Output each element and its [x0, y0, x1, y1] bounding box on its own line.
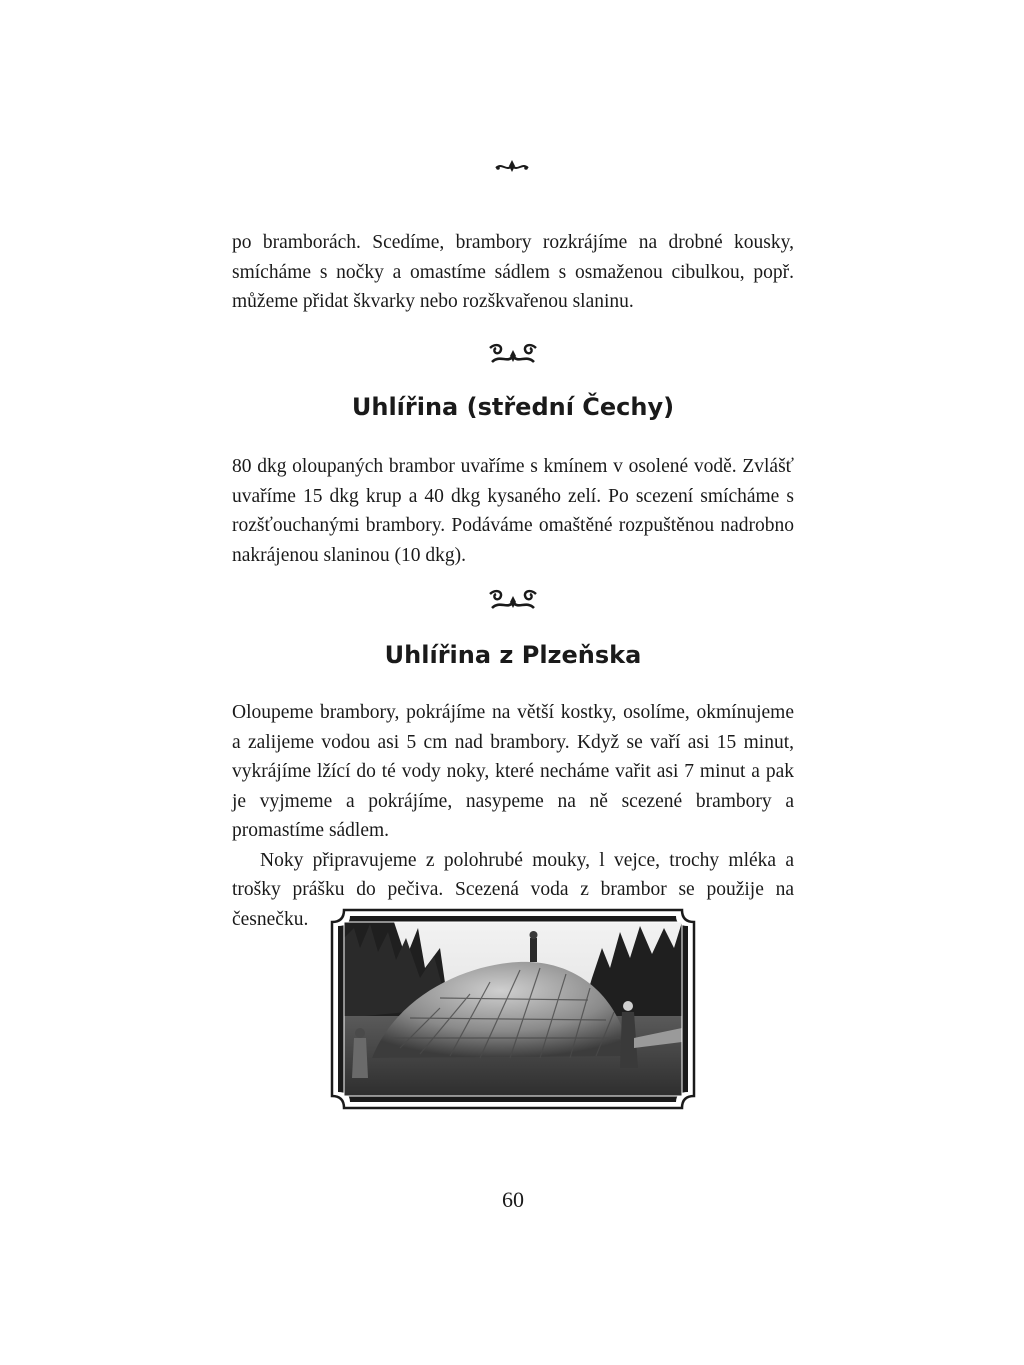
intro-paragraph: po bramborách. Scedíme, brambory rozkrájíme na drobné kousky, smícháme s nočky a omastíme sádlem s osmaženou cibulkou, popř. můžeme přidat škvarky nebo rozškvařenou slaninu. — [232, 232, 794, 312]
recipe-title-1: Uhlířina (střední Čechy) — [351, 393, 675, 421]
fleuron-icon — [486, 340, 540, 368]
fleuron-icon — [486, 586, 540, 614]
recipe-body-2b: Noky připravujeme z polohrubé mouky, l vejce, trochy mléka a trošky prášku do pečiva. Scezená voda z brambor se použije na česnečku. — [232, 849, 794, 930]
recipe-title-2: Uhlířina z Plzeňska — [384, 641, 642, 669]
recipe-body-2a: Oloupeme brambory, pokrájíme na větší kostky, osolíme, okmínujeme a zalijeme vodou asi 5 cm nad brambory. Když se vaří asi 15 minut, vykrájíme lžící do té vody noky, které necháme vařit asi 7 minut a pak je vyjmeme a pokrájíme, nasypeme na ně scezené brambory a promastíme sádlem. — [232, 702, 794, 841]
ornament-top-icon — [494, 156, 530, 176]
intro-paragraph-block — [232, 228, 794, 317]
page-number: 60 — [502, 1187, 524, 1212]
recipe-body-1: 80 dkg oloupaných brambor uvaříme s kmínem v osolené vodě. Zvlášť uvaříme 15 dkg krup a 40 dkg kysaného zelí. Po scezení smícháme s rozšťouchanými brambory. Podáváme omaštěné rozpuštěnou nadrobno nakrájenou slaninou (10 dkg). — [232, 456, 794, 566]
recipe-body-1-block — [232, 452, 794, 570]
recipe-body-2-block — [232, 698, 794, 934]
charcoal-kiln-photo — [330, 908, 696, 1110]
